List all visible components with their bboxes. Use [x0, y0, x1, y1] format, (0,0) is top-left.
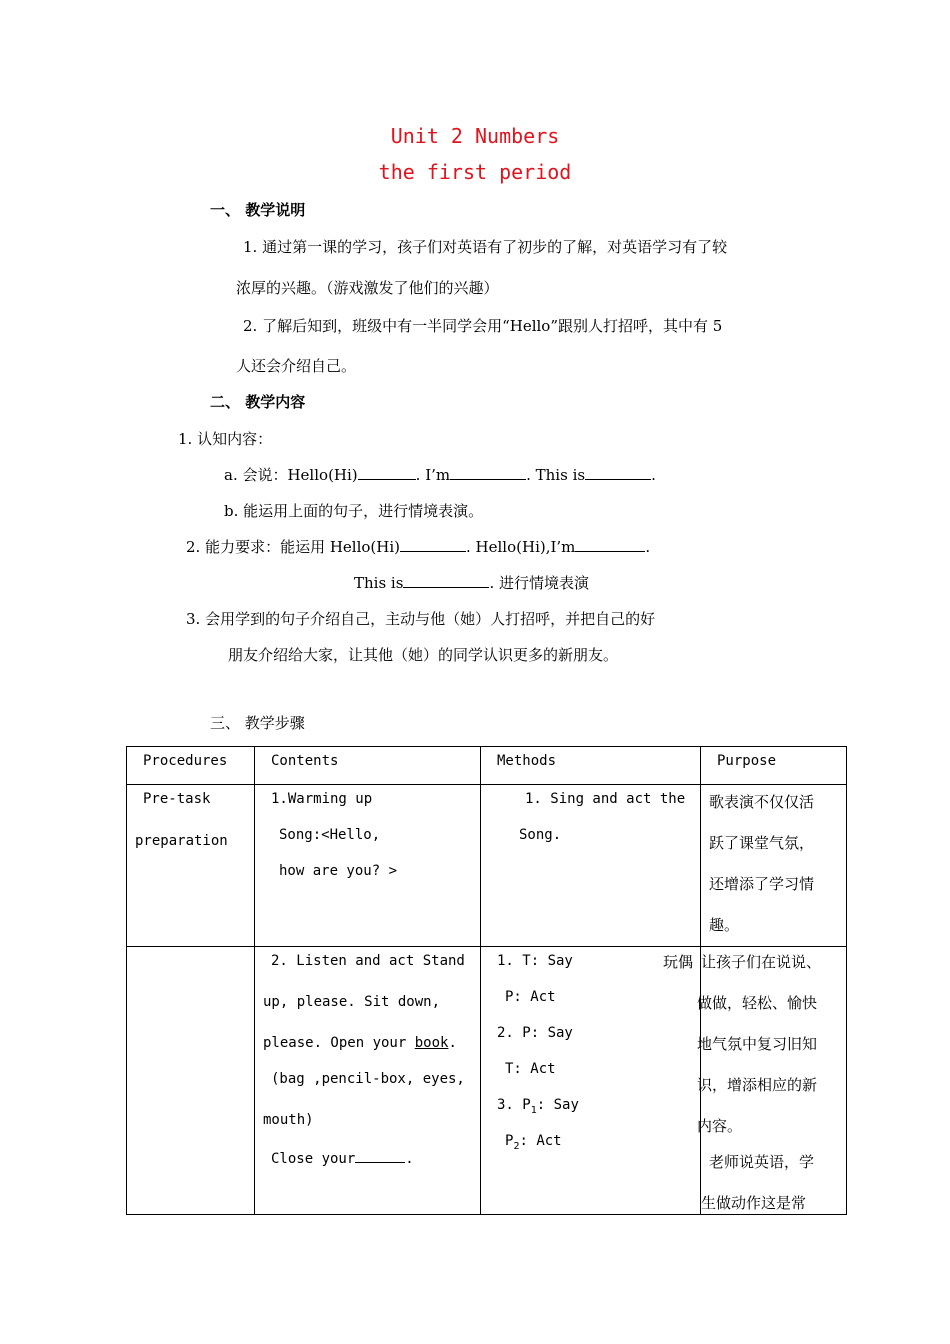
blank	[355, 1148, 405, 1163]
item2-line2-end: . 进行情境表演	[489, 574, 589, 592]
section3-heading: 三、 教学步骤	[210, 714, 305, 732]
header-methods: Methods	[481, 747, 701, 785]
section2-heading: 二、 教学内容	[210, 393, 306, 411]
row1-contents: 1.Warming up Song:<Hello, how are you? >	[255, 785, 481, 947]
section1-p1-line2: 浓厚的兴趣。（游戏激发了他们的兴趣）	[236, 279, 499, 297]
row2-contents: 2. Listen and act Stand up, please. Sit down, please. Open your book. (bag ,pencil-box, eyes, mouth) Close your .	[255, 947, 481, 1215]
header-procedures: Procedures	[127, 747, 255, 785]
section2-item3-line1: 3. 会用学到的句子介绍自己，主动与他（她）人打招呼，并把自己的好	[186, 610, 656, 628]
page-subtitle: the first period	[378, 160, 572, 184]
section1-heading: 一、 教学说明	[210, 201, 306, 219]
item-a-prefix: a. 会说：Hello(Hi)	[224, 466, 358, 484]
steps-table	[126, 746, 847, 1215]
blank	[403, 573, 489, 588]
row2-methods: 1. T: Say 玩偶 P: Act 2. P: Say T: Act 3. $P_1$: Say $P_2$: Act	[481, 947, 701, 1215]
page-title: Unit 2 Numbers	[390, 124, 560, 148]
blank	[358, 465, 416, 480]
item2-end: .	[645, 538, 651, 556]
item2-mid: . Hello(Hi),I’m	[466, 538, 576, 556]
table-row	[127, 785, 847, 947]
section2-item-a	[224, 464, 656, 485]
item-a-mid2: . This is	[526, 466, 586, 484]
blank	[450, 465, 526, 480]
row1-purpose: 歌表演不仅仅活 跃了课堂气氛， 还增添了学习情 趣。	[701, 785, 847, 947]
item-a-mid1: . I’m	[415, 466, 451, 484]
item2-prefix: 2. 能力要求：能运用 Hello(Hi)	[186, 538, 401, 556]
section2-item1: 1. 认知内容：	[178, 430, 273, 448]
blank	[575, 537, 645, 552]
item-a-end: .	[651, 466, 656, 484]
section2-item2-line2	[354, 572, 589, 593]
section2-item-b: b. 能运用上面的句子，进行情境表演。	[224, 502, 484, 520]
table-row	[127, 947, 847, 1215]
row1-methods: 1. Sing and act the Song.	[481, 785, 701, 947]
blank	[585, 465, 651, 480]
row2-purpose: 让孩子们在说说、 做做，轻松、愉快 地气氛中复习旧知 识，增添相应的新 内容。 老师说英语，学 生做动作这是常	[701, 947, 847, 1215]
section1-p1-line1: 1. 通过第一课的学习，孩子们对英语有了初步的了解，对英语学习有了较	[243, 238, 728, 256]
section2-item2	[186, 536, 650, 557]
section1-p2-line1: 2. 了解后知到，班级中有一半同学会用“Hello”跟别人打招呼，其中有 5	[243, 317, 723, 335]
item2-line2-prefix: This is	[354, 574, 404, 592]
blank	[400, 537, 466, 552]
section2-item3-line2: 朋友介绍给大家，让其他（她）的同学认识更多的新朋友。	[228, 646, 619, 664]
section1-p2-line2: 人还会介绍自己。	[236, 357, 357, 375]
header-contents: Contents	[255, 747, 481, 785]
table-header-row	[127, 747, 847, 785]
header-purpose: Purpose	[701, 747, 847, 785]
row1-procedure: Pre-task preparation	[127, 785, 255, 947]
row2-procedure	[127, 947, 255, 1215]
